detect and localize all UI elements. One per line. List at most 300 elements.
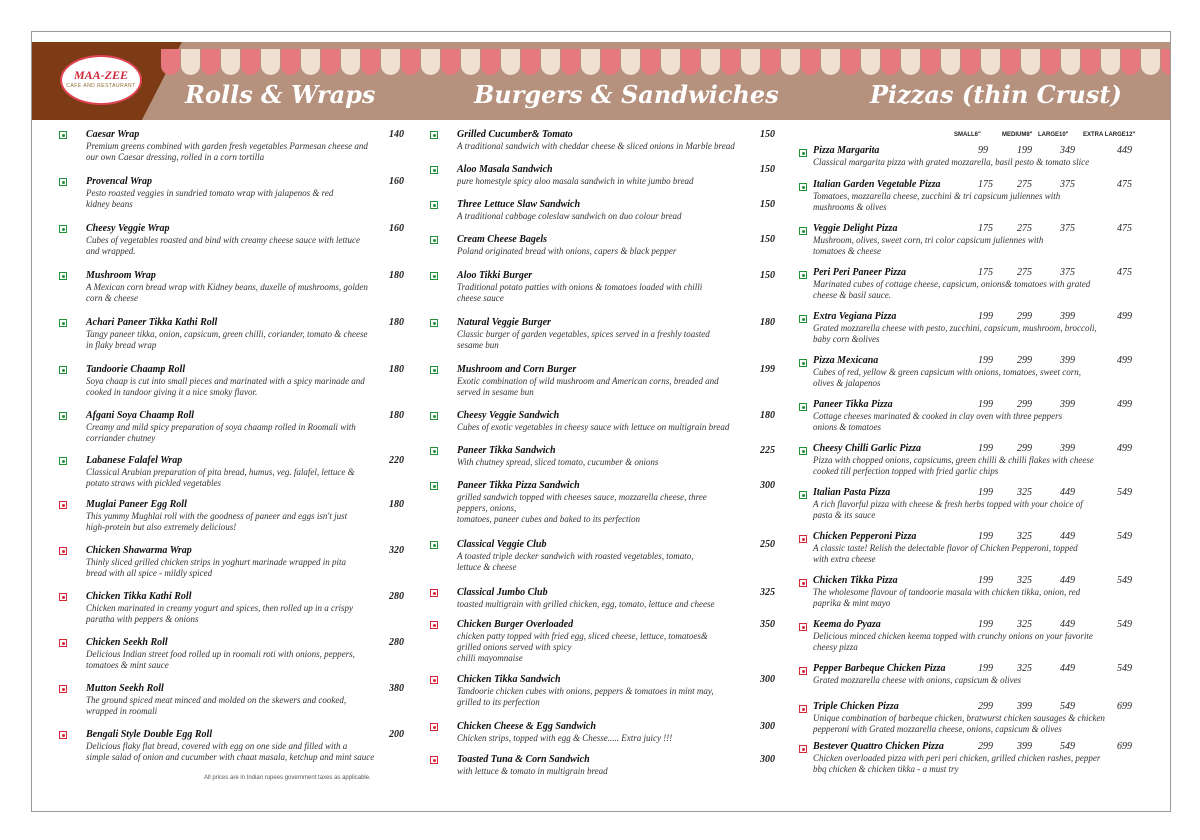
item-description: Tangy paneer tikka, onion, capsicum, green chilli, coriander, tomato & cheese [86,329,368,339]
awning-scallop [281,49,300,75]
item-name: Toasted Tuna & Corn Sandwich [457,754,590,765]
pizza-name-row [813,223,1144,235]
pizza-description: Marinated cubes of cottage cheese, capsicum, onions& tomatoes with grated [813,279,1091,289]
veg-indicator-icon [799,491,807,499]
item-description: corn & cheese [86,293,138,303]
menu-item [59,223,404,257]
nonveg-indicator-icon [430,756,438,764]
item-description: toasted multigrain with grilled chicken, egg, tomato, lettuce and cheese [457,599,715,609]
pizza-name: Peri Peri Paneer Pizza [813,267,907,278]
awning-scallop [621,49,640,75]
veg-indicator-icon [799,227,807,235]
veg-indicator-icon [430,541,438,549]
awning-scallop [1101,49,1120,75]
item-description: paratha with peppers & onions [86,614,199,624]
menu-item [59,270,404,304]
menu-item [430,199,775,222]
item-name: Natural Veggie Burger [457,317,551,328]
nonveg-indicator-icon [430,589,438,597]
awning-scallop [641,49,660,75]
item-name: Muglai Paneer Egg Roll [86,499,187,510]
item-description: in flaky bread wrap [86,340,157,350]
pizzas-heading: Pizzas (thin Crust) [870,80,1122,109]
item-price: 180 [389,410,404,421]
size-small: SMALL6" [954,132,981,138]
nonveg-indicator-icon [799,705,807,713]
awning-scallop [681,49,700,75]
item-price: 160 [389,223,404,234]
pizza-item [799,355,1144,389]
pizza-name-row [813,701,1144,713]
awning-scallop [301,49,320,75]
item-description: tomatoes, paneer cubes and baked to its perfection [457,514,640,524]
veg-indicator-icon [59,131,67,139]
pizza-price: 199 [978,531,993,542]
pizza-price: 325 [1017,619,1032,630]
pizza-description: baby corn &olives [813,334,880,344]
awning-scallop [901,49,920,75]
nonveg-indicator-icon [59,731,67,739]
menu-item [59,129,404,163]
menu-item [430,164,775,187]
item-price: 225 [760,445,775,456]
veg-indicator-icon [430,482,438,490]
pizza-name-row [813,399,1144,411]
item-name: Mutton Seekh Roll [86,683,164,694]
item-price: 220 [389,455,404,466]
item-description: lettuce & cheese [457,562,517,572]
pizza-name-row [813,145,1144,157]
awning-scallop [221,49,240,75]
item-name: Chicken Tikka Kathi Roll [86,591,192,602]
pizza-item [799,531,1144,565]
awning-scallop [661,49,680,75]
nonveg-indicator-icon [59,593,67,601]
item-description: chilli mayomnaise [457,653,523,663]
pizza-price: 399 [1060,355,1075,366]
pizza-price: 325 [1017,663,1032,674]
veg-indicator-icon [59,319,67,327]
awning-scallop [741,49,760,75]
pizza-item [799,311,1144,345]
item-description: grilled onions served with spicy [457,642,572,652]
pizza-description: Grated mozzarella cheese with pesto, zucchini, capsicum, mushroom, broccoli, [813,323,1097,333]
item-price: 325 [760,587,775,598]
awning-scallop [941,49,960,75]
item-description: cooked in tandoor giving it a nice smoky flavor. [86,387,258,397]
item-name: Afgani Soya Chaamp Roll [86,410,195,421]
pizza-price: 175 [978,179,993,190]
size-large: LARGE10" [1038,132,1069,138]
awning-scallop [341,49,360,75]
menu-item [430,270,775,304]
item-description: grilled sandwich topped with cheeses sauce, mozzarella cheese, three [457,492,707,502]
pizza-name: Triple Chicken Pizza [813,701,899,712]
pizza-description: cheese & basil sauce. [813,290,891,300]
pizza-price: 499 [1117,311,1132,322]
item-description: A toasted triple decker sandwich with roasted vegetables, tomato, [457,551,694,561]
pizza-price: 199 [978,311,993,322]
pizza-price: 199 [1017,145,1032,156]
pizza-price: 549 [1117,487,1132,498]
pizza-price: 549 [1117,619,1132,630]
awning-scallop [421,49,440,75]
item-description: With chutney spread, sliced tomato, cucumber & onions [457,457,659,467]
pizza-name-row [813,355,1144,367]
awning-scallop [881,49,900,75]
pizza-description: Grated mozzarella cheese with onions, capsicum & olives [813,675,1022,685]
pizza-item [799,145,1144,168]
menu-item [430,619,775,664]
pizza-name-row [813,575,1144,587]
pizza-description: Cubes of red, yellow & green capsicum with onions, tomatoes, sweet corn, [813,367,1082,377]
item-price: 160 [389,176,404,187]
item-description: Chicken marinated in creamy yogurt and spices, then rolled up in a crispy [86,603,354,613]
item-name: Mushroom Wrap [86,270,156,281]
item-price: 320 [389,545,404,556]
veg-indicator-icon [430,447,438,455]
pizza-item [799,399,1144,433]
pizza-item [799,741,1144,775]
menu-item [59,455,404,489]
pizza-name: Pizza Mexicana [813,355,879,366]
item-description: pure homestyle spicy aloo masala sandwich in white jumbo bread [457,176,694,186]
awning-scallop [481,49,500,75]
nonveg-indicator-icon [799,535,807,543]
pizza-name: Italian Garden Vegetable Pizza [813,179,941,190]
item-name: Cream Cheese Bagels [457,234,547,245]
pizza-name: Italian Pasta Pizza [813,487,891,498]
menu-item [430,410,775,433]
veg-indicator-icon [430,272,438,280]
pizza-price: 299 [1017,443,1032,454]
awning-scallop [1061,49,1080,75]
item-price: 300 [760,480,775,491]
pizza-description: A rich flavorful pizza with cheese & fresh herbs topped with your choice of [813,499,1083,509]
item-name: Cheesy Veggie Sandwich [457,410,560,421]
veg-indicator-icon [59,225,67,233]
awning-scallop [1001,49,1020,75]
item-description: Classical Arabian preparation of pita bread, humus, veg. falafel, lettuce & [86,467,355,477]
pizza-price: 375 [1060,267,1075,278]
item-description: Poland originated bread with onions, capers & black pepper [457,246,677,256]
pizza-price: 375 [1060,223,1075,234]
item-name: Aloo Masala Sandwich [457,164,553,175]
item-price: 140 [389,129,404,140]
menu-item [59,729,404,763]
menu-item [430,480,775,525]
pizza-description: paprika & mint mayo [813,598,891,608]
item-name: Three Lettuce Slaw Sandwich [457,199,581,210]
pizza-price: 349 [1060,145,1075,156]
item-description: Exotic combination of wild mushroom and American corns, breaded and [457,376,719,386]
pizza-description: bbq chicken & chicken tikka - a must try [813,764,959,774]
pizza-name-row [813,663,1144,675]
item-name: Classical Jumbo Club [457,587,548,598]
item-description: served in sesame bun [457,387,534,397]
veg-indicator-icon [59,272,67,280]
menu-item [59,364,404,398]
menu-item [430,674,775,708]
pizza-price: 399 [1060,311,1075,322]
item-description: chicken patty topped with fried egg, sliced cheese, lettuce, tomatoes& [457,631,708,641]
nonveg-indicator-icon [430,723,438,731]
awning-scallop [781,49,800,75]
pizza-name-row [813,741,1144,753]
veg-indicator-icon [59,178,67,186]
awning-scallop [581,49,600,75]
item-description: high-protein but also extremely delicious! [86,522,237,532]
item-description: Delicious Indian street food rolled up in roomali roti with onions, peppers, [86,649,355,659]
logo-name: MAA-ZEE [73,68,128,82]
pizza-price: 199 [978,619,993,630]
pizza-name: Keema do Pyaza [813,619,881,630]
pizza-price: 99 [978,145,988,156]
item-description: and wrapped. [86,246,136,256]
pizza-item [799,619,1144,653]
awning-scallop [981,49,1000,75]
pizza-price: 299 [1017,399,1032,410]
pizza-name: Extra Vegiana Pizza [813,311,897,322]
burgers-heading: Burgers & Sandwiches [474,80,779,109]
pizza-name-row [813,487,1144,499]
pizza-price: 549 [1117,663,1132,674]
pizza-price: 299 [1017,355,1032,366]
item-description: corriander chutney [86,433,156,443]
pizza-price: 449 [1060,575,1075,586]
awning-scallop [821,49,840,75]
pizza-item [799,443,1144,477]
item-price: 150 [760,270,775,281]
awning-scallop [761,49,780,75]
pizza-description: pepperoni with Grated mozzarella cheese, onions, capsicum & olives [813,724,1062,734]
pizza-item [799,267,1144,301]
veg-indicator-icon [799,447,807,455]
pizza-price: 449 [1060,531,1075,542]
pizza-price: 449 [1117,145,1132,156]
pizza-description: onions & tomatoes [813,422,882,432]
pizza-price: 549 [1060,701,1075,712]
veg-indicator-icon [430,201,438,209]
item-price: 350 [760,619,775,630]
veg-indicator-icon [799,271,807,279]
item-description: Delicious flaky flat bread, covered with egg on one side and filled with a [86,741,348,751]
item-description: grilled to its perfection [457,697,540,707]
pizza-price: 375 [1060,179,1075,190]
size-extra-large: EXTRA LARGE12" [1083,132,1136,138]
pizza-item [799,487,1144,521]
pizza-price: 199 [978,399,993,410]
item-description: A traditional cabbage coleslaw sandwich on duo colour bread [457,211,682,221]
size-medium: MEDIUM8" [1002,132,1033,138]
item-description: Soya chaap is cut into small pieces and marinated with a spicy marinade and [86,376,365,386]
pizza-item [799,701,1144,735]
nonveg-indicator-icon [799,667,807,675]
item-description: peppers, onions, [457,503,517,513]
pizza-price: 449 [1060,619,1075,630]
pizza-price: 549 [1117,531,1132,542]
awning-scallop [461,49,480,75]
menu-item [430,234,775,257]
item-name: Achari Paneer Tikka Kathi Roll [86,317,218,328]
pizza-description: The wholesome flavour of tandoorie masala with chicken tikka, onion, red [813,587,1081,597]
awning-scallop [561,49,580,75]
veg-indicator-icon [59,366,67,374]
pizza-description: cheesy pizza [813,642,858,652]
pizza-price: 499 [1117,399,1132,410]
pizza-price: 325 [1017,575,1032,586]
logo-tagline: CAFE AND RESTAURANT [66,83,136,89]
pizza-price: 549 [1060,741,1075,752]
menu-item [430,129,775,152]
awning-scallop [321,49,340,75]
nonveg-indicator-icon [799,745,807,753]
pizza-item [799,179,1144,213]
item-description: Tandoorie chicken cubes with onions, peppers & tomatoes in mint may, [457,686,714,696]
awning-scallop [361,49,380,75]
item-name: Chicken Shawarma Wrap [86,545,192,556]
awning-scallop [161,49,180,75]
menu-item [59,176,404,210]
item-price: 300 [760,674,775,685]
item-name: Bengali Style Double Egg Roll [86,729,213,740]
item-name: Chicken Seekh Roll [86,637,168,648]
item-description: Classic burger of garden vegetables, spices served in a freshly toasted [457,329,710,339]
item-description: Pesto roasted veggies in sundried tomato wrap with jalapenos & red [86,188,334,198]
veg-indicator-icon [430,412,438,420]
nonveg-indicator-icon [59,685,67,693]
pizza-price: 175 [978,267,993,278]
pizza-description: with extra cheese [813,554,876,564]
item-price: 150 [760,234,775,245]
nonveg-indicator-icon [59,547,67,555]
menu-item [59,410,404,444]
pizza-price: 275 [1017,267,1032,278]
awning-scallop [1121,49,1140,75]
item-name: Paneer Tikka Sandwich [457,445,556,456]
pizza-price: 299 [1017,311,1032,322]
item-price: 199 [760,364,775,375]
nonveg-indicator-icon [59,501,67,509]
pizza-name: Chicken Tikka Pizza [813,575,898,586]
pizza-description: olives & jalapenos [813,378,881,388]
item-description: Cubes of vegetables roasted and bind with creamy cheese sauce with lettuce [86,235,361,245]
awning-scallop [841,49,860,75]
menu-item [430,721,775,744]
menu-item [59,499,404,533]
pizza-description: Tomatoes, mozzarella cheese, zucchini & tri capsicum juliennes with [813,191,1061,201]
nonveg-indicator-icon [799,579,807,587]
item-price: 180 [389,364,404,375]
veg-indicator-icon [799,403,807,411]
item-description: simple salad of onion and cucumber with chaat masala, ketchup and mint sauce [86,752,375,762]
veg-indicator-icon [430,236,438,244]
awning-scallop [541,49,560,75]
pizza-name-row [813,267,1144,279]
item-description: potato straws with pickled vegetables [86,478,221,488]
pizza-price: 499 [1117,443,1132,454]
pizza-description: pasta & its sauce [813,510,876,520]
pizza-description: Pizza with chopped onions, capsicums, green chilli & chilli flakes with cheese [813,455,1094,465]
awning-scallop [441,49,460,75]
pizza-description: Cottage cheeses marinated & cooked in clay oven with three peppers [813,411,1063,421]
awning-scallop [181,49,200,75]
awning-scallop [401,49,420,75]
item-description: Premium greens combined with garden fresh vegetables Parmesan cheese and [86,141,368,151]
pizza-description: tomatoes & cheese [813,246,881,256]
menu-item [430,754,775,777]
item-description: A Mexican corn bread wrap with Kidney beans, duxelle of mushrooms, golden [86,282,368,292]
pizza-price: 325 [1017,487,1032,498]
veg-indicator-icon [799,183,807,191]
pizza-price: 475 [1117,179,1132,190]
pizza-description: Delicious minced chicken keema topped with crunchy onions on your favorite [813,631,1093,641]
item-name: Provencal Wrap [86,176,153,187]
item-description: bread with all spice - mildly spiced [86,568,213,578]
pizza-item [799,223,1144,257]
awning-scallop [1141,49,1160,75]
pizza-name-row [813,531,1144,543]
veg-indicator-icon [430,166,438,174]
pizza-price: 199 [978,663,993,674]
item-description: Thinly sliced grilled chicken strips in yoghurt marinade wrapped in pita [86,557,346,567]
veg-indicator-icon [59,412,67,420]
restaurant-logo [60,55,142,105]
item-name: Grilled Cucumber& Tomato [457,129,573,140]
pizza-price: 299 [978,701,993,712]
pizza-price: 275 [1017,179,1032,190]
pizza-description: A classic taste! Relish the delectable flavor of Chicken Pepperoni, topped [813,543,1078,553]
item-description: wrapped in roomali [86,706,158,716]
veg-indicator-icon [799,149,807,157]
menu-item [59,591,404,625]
item-description: A traditional sandwich with cheddar cheese & sliced onions in Marble bread [457,141,735,151]
awning-scallop [701,49,720,75]
awning-scallop [961,49,980,75]
veg-indicator-icon [430,131,438,139]
pizza-price: 199 [978,575,993,586]
awning-scallop [1041,49,1060,75]
awning-scallop [201,49,220,75]
pizza-price: 299 [978,741,993,752]
menu-card [31,31,1171,812]
item-description: Traditional potato patties with onions & tomatoes loaded with chilli [457,282,703,292]
item-description: cheese sauce [457,293,504,303]
veg-indicator-icon [430,366,438,374]
item-price: 150 [760,129,775,140]
pizza-price: 199 [978,355,993,366]
item-price: 180 [760,410,775,421]
pizza-description: Classical margarita pizza with grated mozzarella, basil pesto & tomato slice [813,157,1090,167]
menu-item [430,364,775,398]
pizza-price: 449 [1060,663,1075,674]
pizza-price: 325 [1017,531,1032,542]
item-description: our own Caesar dressing, rolled in a corn tortilla [86,152,265,162]
item-name: Paneer Tikka Pizza Sandwich [457,480,580,491]
item-name: Aloo Tikki Burger [457,270,533,281]
nonveg-indicator-icon [59,639,67,647]
menu-item [59,683,404,717]
rolls-heading: Rolls & Wraps [185,80,376,109]
item-description: sesame bun [457,340,499,350]
item-name: Chicken Tikka Sandwich [457,674,561,685]
pizza-price: 699 [1117,701,1132,712]
item-price: 380 [389,683,404,694]
pizza-name: Bestever Quattro Chicken Pizza [813,741,944,752]
pizza-price: 399 [1060,443,1075,454]
item-name: Mushroom and Corn Burger [457,364,577,375]
nonveg-indicator-icon [430,621,438,629]
